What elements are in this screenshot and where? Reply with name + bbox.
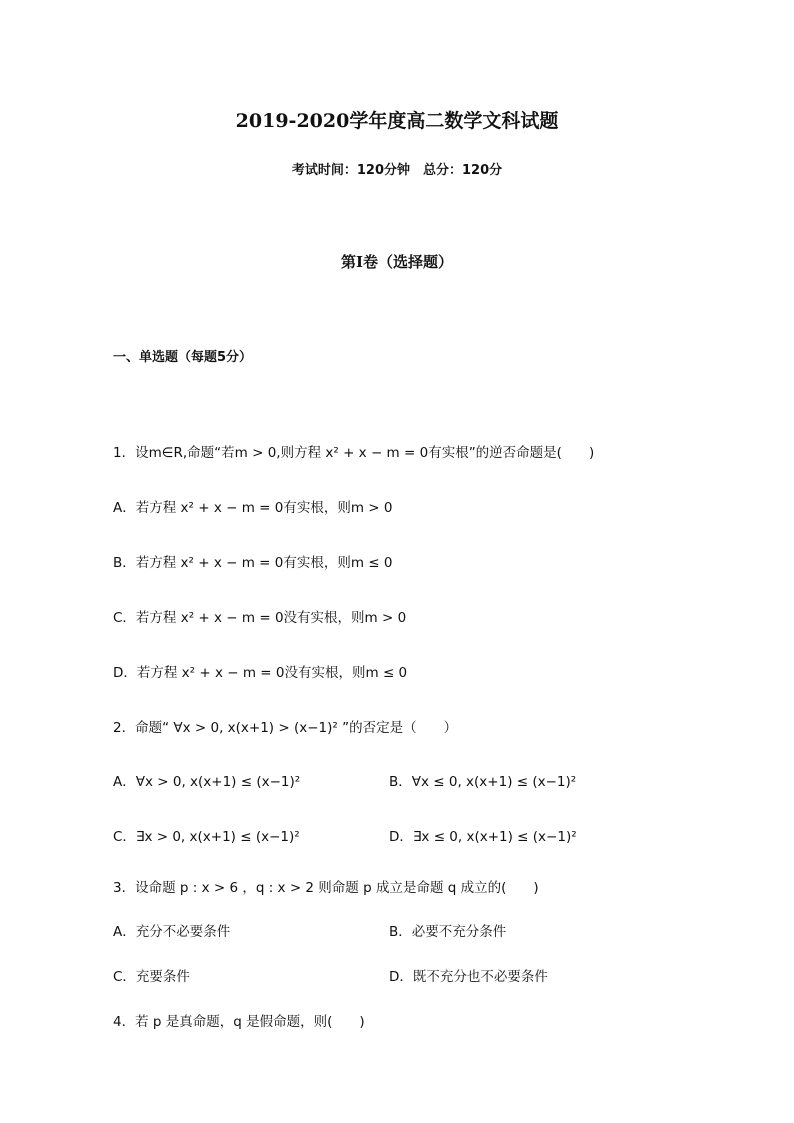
question-2-option-c: C．∃x > 0, x(x+1) ≤ (x−1)²	[113, 829, 300, 845]
question-2-stem: 2．命题“ ∀x > 0, x(x+1) > (x−1)² ”的否定是（ ）	[113, 720, 458, 736]
question-1-stem: 1．设m∈R,命题“若m > 0,则方程 x² + x − m = 0有实根”的逆否命题是( )	[113, 445, 595, 461]
question-3-stem: 3．设命题 p : x > 6 ，q : x > 2 则命题 p 成立是命题 q 成立的( )	[113, 880, 539, 896]
question-3-option-a: A．充分不必要条件	[113, 924, 231, 940]
question-2-option-d: D．∃x ≤ 0, x(x+1) ≤ (x−1)²	[389, 829, 577, 845]
question-1-option-c: C．若方程 x² + x − m = 0没有实根，则m > 0	[113, 610, 407, 626]
question-3-option-b: B．必要不充分条件	[389, 924, 507, 940]
page-title: 2019-2020学年度高二数学文科试题	[235, 110, 559, 132]
question-1-option-b: B．若方程 x² + x − m = 0有实根，则m ≤ 0	[113, 555, 393, 571]
question-3-option-d: D．既不充分也不必要条件	[389, 969, 548, 985]
question-4-stem: 4．若 p 是真命题，q 是假命题，则( )	[113, 1014, 365, 1030]
part-title: 第I卷（选择题）	[340, 253, 454, 271]
section-title: 一、单选题（每题5分）	[113, 350, 253, 365]
question-2-option-a: A．∀x > 0, x(x+1) ≤ (x−1)²	[113, 774, 301, 790]
question-2-option-b: B．∀x ≤ 0, x(x+1) ≤ (x−1)²	[389, 774, 577, 790]
question-1-option-d: D．若方程 x² + x − m = 0没有实根，则m ≤ 0	[113, 665, 408, 681]
question-3-option-c: C．充要条件	[113, 969, 190, 985]
exam-info: 考试时间：120分钟 总分：120分	[291, 163, 503, 178]
question-1-option-a: A．若方程 x² + x − m = 0有实根，则m > 0	[113, 500, 393, 516]
